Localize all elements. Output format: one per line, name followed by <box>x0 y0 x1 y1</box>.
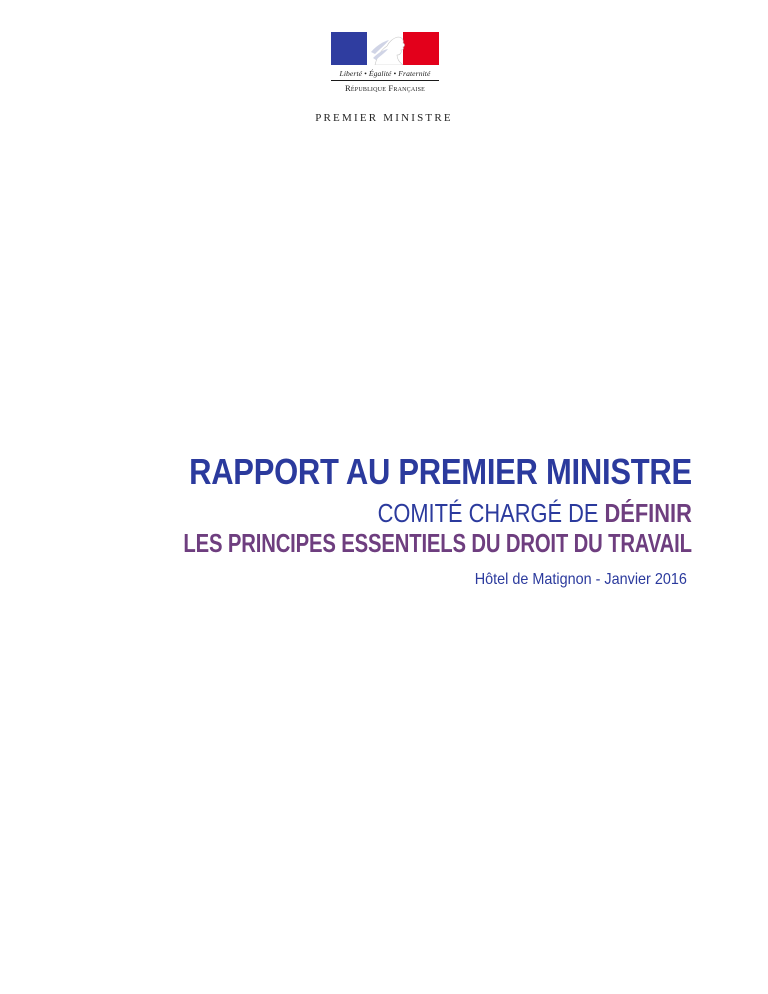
subtitle-line-1-prefix: COMITÉ CHARGÉ DE <box>377 498 605 528</box>
motto-text: Liberté • Égalité • Fraternité <box>339 69 431 78</box>
logo-divider <box>331 80 439 81</box>
main-title: RAPPORT AU PREMIER MINISTRE <box>189 451 692 492</box>
marianne-logo <box>331 32 439 93</box>
republic-text: République Française <box>345 83 425 93</box>
subtitle-line-1-emphasis: DÉFINIR <box>604 498 692 528</box>
subtitle-line-1 <box>144 498 692 528</box>
marianne-flag-icon <box>331 32 439 65</box>
subtitle-line-2: LES PRINCIPES ESSENTIELS DU DROIT DU TRAVAIL <box>183 528 692 558</box>
place-date: Hôtel de Matignon - Janvier 2016 <box>474 571 687 588</box>
ministry-label: PREMIER MINISTRE <box>315 112 453 124</box>
title-block <box>40 451 692 590</box>
